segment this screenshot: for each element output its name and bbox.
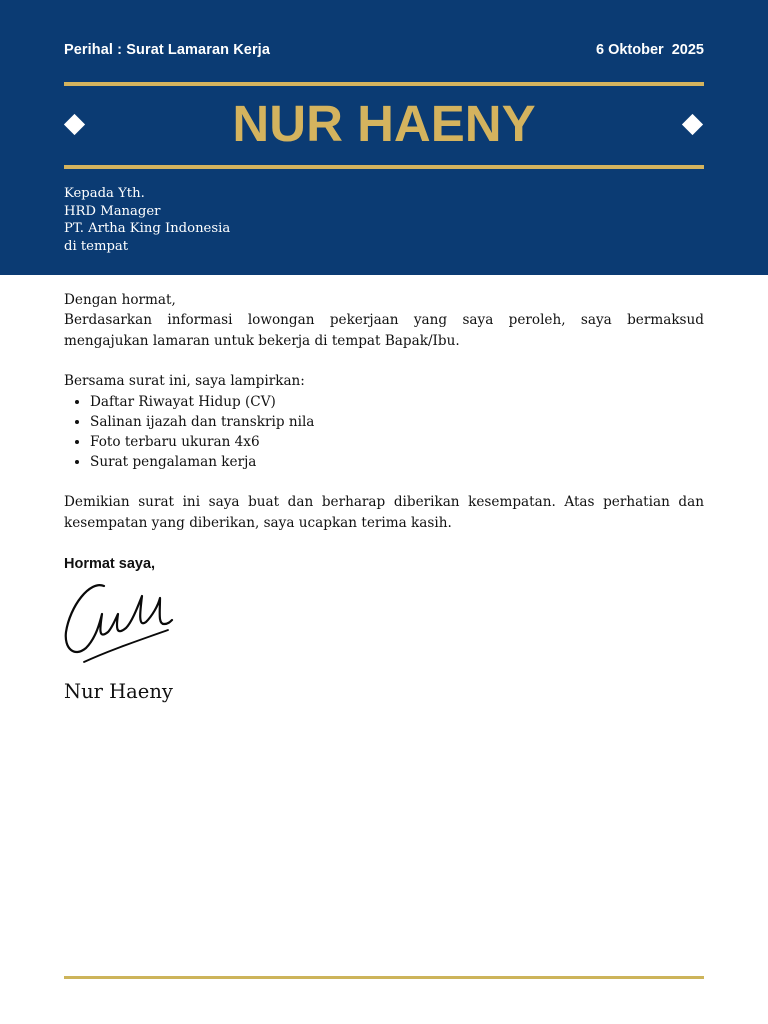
list-item: • Surat pengalaman kerja [90,452,704,472]
signer-name: Nur Haeny [64,680,173,703]
footer-rule [64,976,704,979]
intro-paragraph: Berdasarkan informasi lowongan pekerjaan yang saya peroleh, saya bermaksud mengajukan lamaran untuk bekerja di tempat Bapak/Ibu. [64,312,704,349]
paragraph-gap [64,351,704,371]
header-bottom-rule [64,165,704,169]
closing-paragraph: Demikian surat ini saya buat dan berharap diberikan kesempatan. Atas perhatian dan kesempatan yang diberikan, saya ucapkan terima kasih. [64,494,704,531]
letter-date: 6 Oktober 2025 [596,42,704,58]
applicant-name-title: NUR HAENY [232,95,536,152]
signature-mark [60,576,180,668]
attachments-list [64,392,704,473]
header-top-rule [64,82,704,86]
attachments-intro: Bersama surat ini, saya lampirkan: [64,373,305,390]
list-item: • Daftar Riwayat Hidup (CV) [90,392,704,412]
recipient-line: HRD Manager [64,203,161,219]
list-item: • Salinan ijazah dan transkrip nila [90,412,704,432]
recipient-line: di tempat [64,238,129,254]
letter-header [0,0,768,275]
list-item: • Foto terbaru ukuran 4x6 [90,432,704,452]
recipient-address [64,185,230,255]
subject-line: Perihal : Surat Lamaran Kerja [64,42,270,58]
recipient-line: Kepada Yth. [64,186,145,201]
salutation: Dengan hormat, [64,292,176,308]
letter-body [64,290,704,533]
closing-greeting: Hormat saya, [64,556,156,572]
recipient-line: PT. Artha King Indonesia [64,221,231,236]
paragraph-gap [64,472,704,492]
